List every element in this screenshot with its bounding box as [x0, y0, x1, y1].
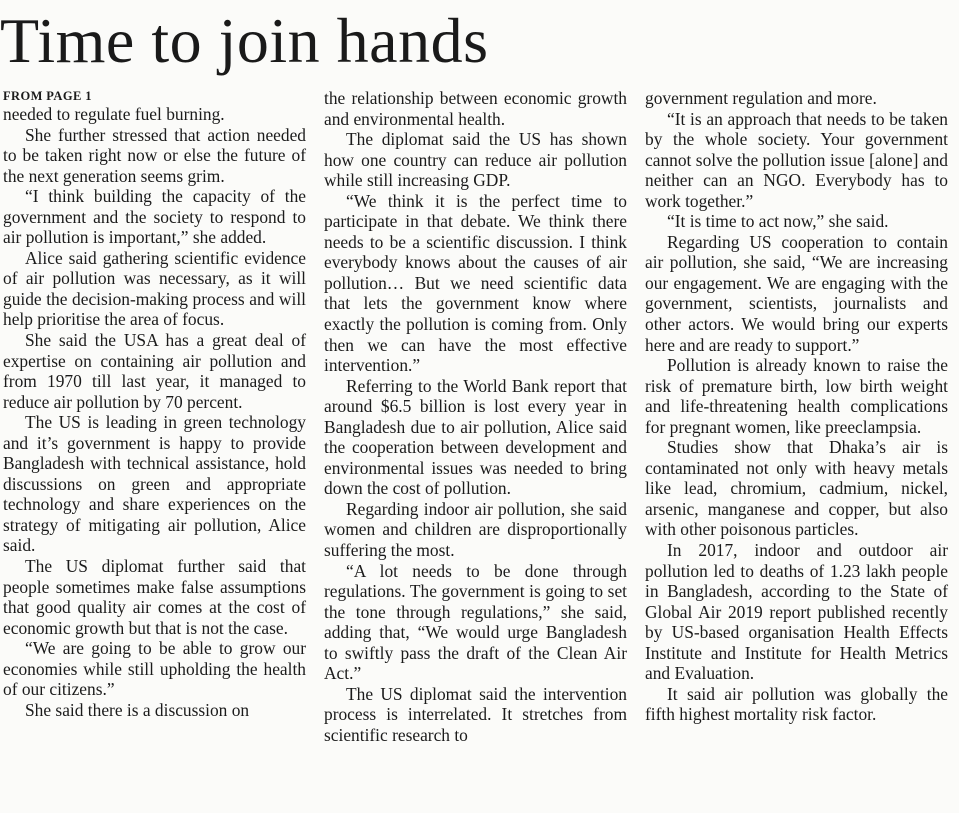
paragraph: The US is leading in green technology and it’s government is happy to provide Bangladesh with technical assistance, hold discussions on green and appropriate technology and share experiences on the strategy of mitigating air pollution, Alice said.: [3, 412, 306, 556]
article-column-1: [3, 88, 306, 720]
paragraph: The US diplomat said the intervention process is interrelated. It stretches from scientific research to: [324, 683, 627, 745]
paragraph: In 2017, indoor and outdoor air pollution led to deaths of 1.23 lakh people in Bangladesh, according to the State of Global Air 2019 report published recently by US-based organisation Health Effects Institute and Institute for Health Metrics and Evaluation.: [645, 540, 948, 684]
article-column-3: [645, 88, 948, 725]
paragraph: Alice said gathering scientific evidence of air pollution was necessary, as it will guide the decision-making process and will help prioritise the area of focus.: [3, 247, 306, 330]
paragraph: Studies show that Dhaka’s air is contaminated not only with heavy metals like lead, chromium, cadmium, nickel, arsenic, manganese and copper, but also with other poisonous particles.: [645, 437, 948, 540]
paragraph: the relationship between economic growth and environmental health.: [324, 88, 627, 129]
paragraph: “It is an approach that needs to be taken by the whole society. Your government cannot solve the pollution issue [alone] and neither can an NGO. Everybody has to work together.”: [645, 108, 948, 211]
jump-label: FROM PAGE 1: [3, 89, 92, 103]
article-column-2: [324, 88, 627, 746]
paragraph: Regarding indoor air pollution, she said women and children are disproportionally suffering the most.: [324, 498, 627, 561]
paragraph: “We think it is the perfect time to participate in that debate. We think there needs to be a scientific discussion. I think everybody knows about the causes of air pollution… But we need scientific data that lets the government know where exactly the pollution is coming from. Only then we can have the most effective intervention.”: [324, 190, 627, 376]
paragraph: She said there is a discussion on: [25, 699, 250, 720]
paragraph: The US diplomat further said that people sometimes make false assumptions that good quality air comes at the cost of economic growth but that is not the case.: [3, 556, 306, 638]
paragraph: She said the USA has a great deal of expertise on containing air pollution and from 1970 till last year, it managed to reduce air pollution by 70 percent.: [3, 330, 306, 412]
paragraph: Referring to the World Bank report that around $6.5 billion is lost every year in Bangladesh due to air pollution, Alice said the cooperation between development and environmental issues was needed to bring down the cost of pollution.: [324, 375, 627, 499]
headline: Time to join hands: [0, 5, 489, 76]
paragraph: “I think building the capacity of the government and the society to respond to air pollution is important,” she added.: [3, 186, 306, 248]
paragraph: “It is time to act now,” she said.: [667, 211, 889, 232]
paragraph: She further stressed that action needed to be taken right now or else the future of the next generation seems grim.: [3, 124, 306, 186]
paragraph: “A lot needs to be done through regulations. The government is going to set the tone through regulations,” she said, adding that, “We would urge Bangladesh to swiftly pass the draft of the Clean Air Act.”: [324, 560, 627, 684]
paragraph: government regulation and more.: [645, 88, 877, 108]
paragraph: “We are going to be able to grow our economies while still upholding the health of our citizens.”: [3, 638, 306, 700]
paragraph: Regarding US cooperation to contain air pollution, she said, “We are increasing our engagement. We are engaging with the government, scientists, journalists and other actors. We would bring our experts here and are ready to support.”: [645, 231, 948, 355]
paragraph: It said air pollution was globally the fifth highest mortality risk factor.: [645, 683, 948, 725]
paragraph: needed to regulate fuel burning.: [3, 104, 225, 124]
paragraph: The diplomat said the US has shown how one country can reduce air pollution while still increasing GDP.: [324, 129, 627, 191]
paragraph: Pollution is already known to raise the risk of premature birth, low birth weight and life-threatening health complications for pregnant women, like preeclampsia.: [645, 355, 948, 437]
